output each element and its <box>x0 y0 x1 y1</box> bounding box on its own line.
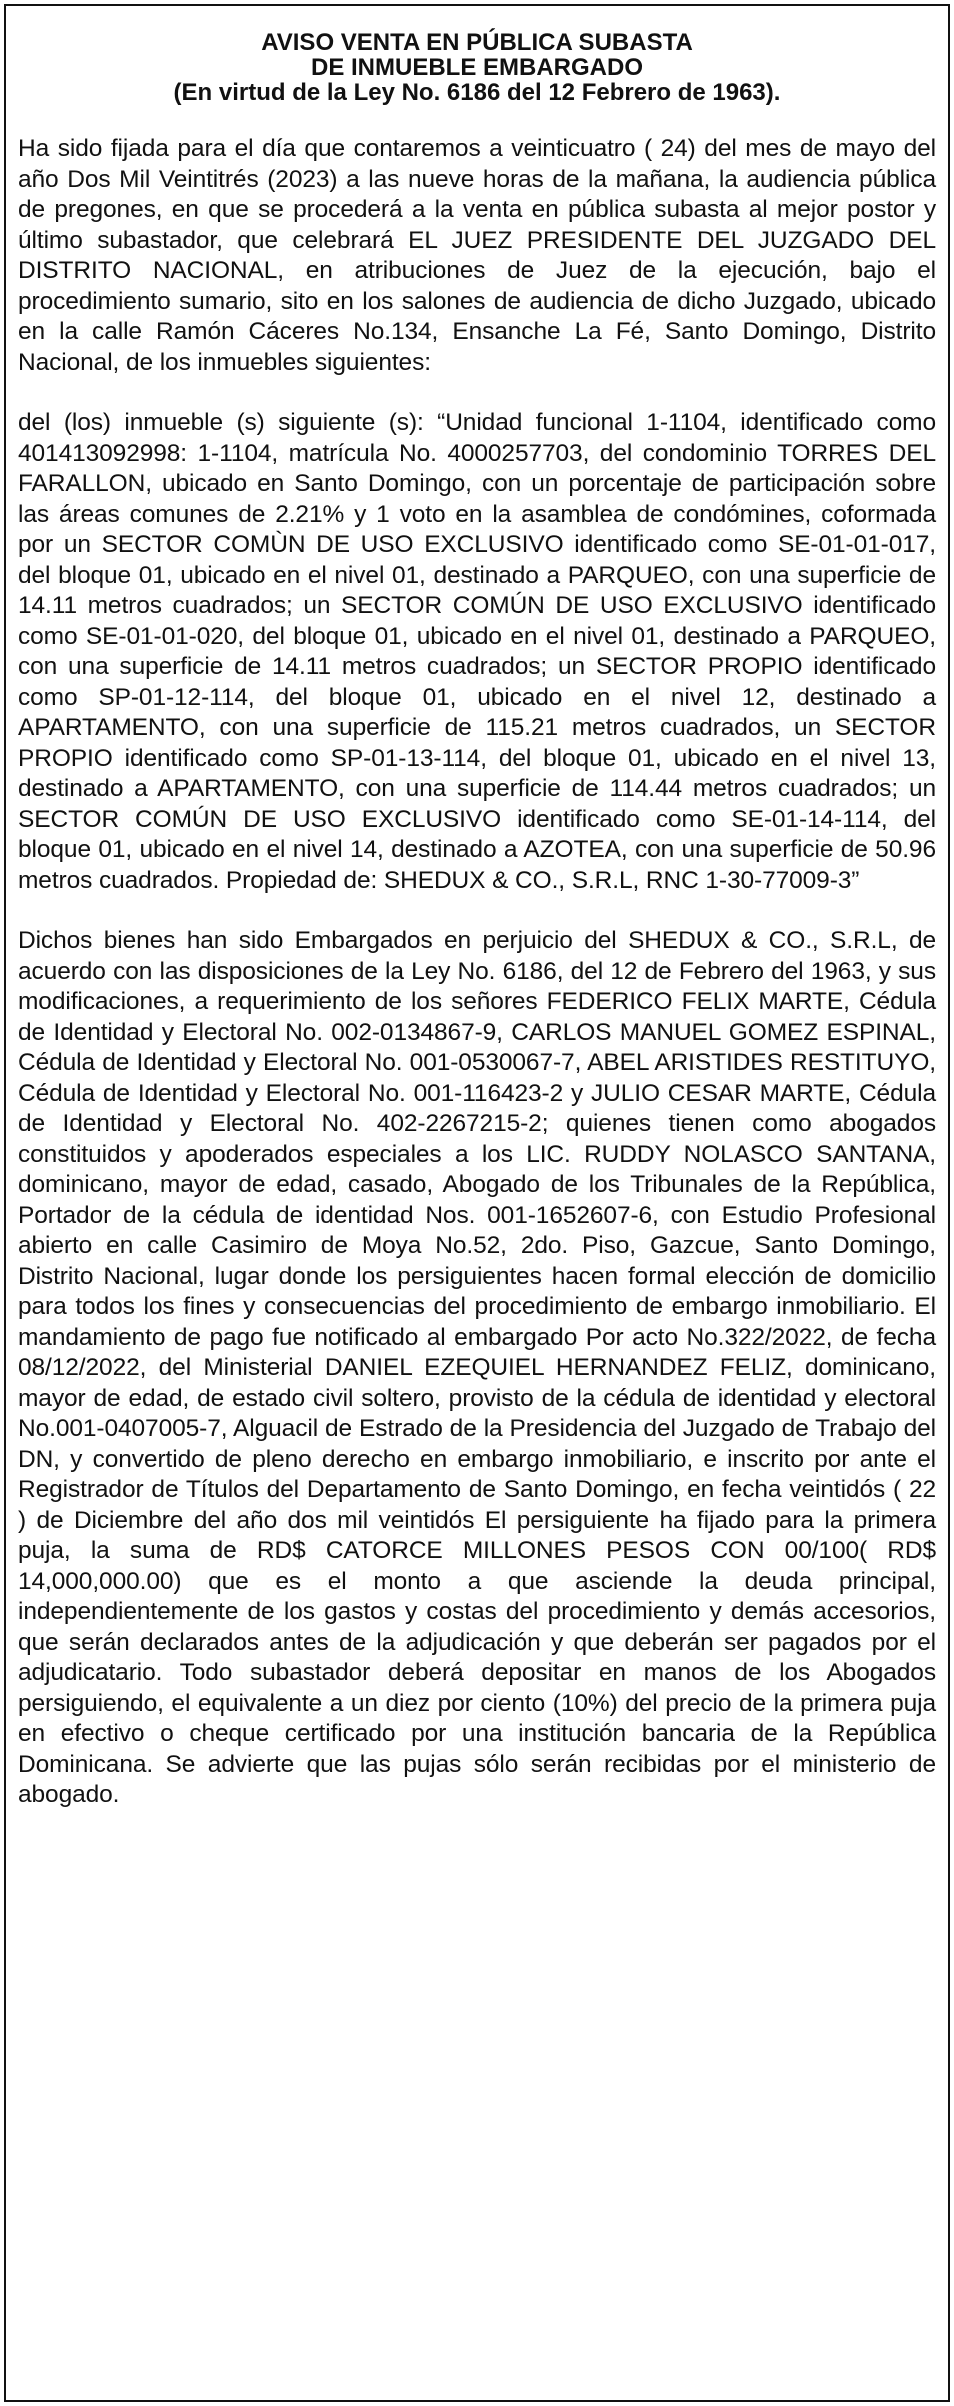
title-line-2: DE INMUEBLE EMBARGADO <box>310 54 643 81</box>
notice-body <box>18 30 936 1841</box>
notice-title <box>18 30 936 105</box>
title-line-1: AVISO VENTA EN PÚBLICA SUBASTA <box>261 29 693 56</box>
title-line-3: (En virtud de la Ley No. 6186 del 12 Febrero de 1963). <box>173 79 781 106</box>
paragraph-property-description: del (los) inmueble (s) siguiente (s): “Unidad funcional 1-1104, identificado como 401413092998: 1-1104, matrícula No. 4000257703, del condominio TORRES DEL FARALLON, ubicado en Santo Domingo, con un porcentaje de participación sobre las áreas comunes de 2.21% y 1 voto en la asamblea de condómines, coformada por un SECTOR COMÙN DE USO EXCLUSIVO identificado como SE-01-01-017, del bloque 01, ubicado en el nivel 01, destinado a PARQUEO, con una superficie de 14.11 metros cuadrados; un SECTOR COMÚN DE USO EXCLUSIVO identificado como SE-01-01-020, del bloque 01, ubicado en el nivel 01, destinado a PARQUEO, con una superficie de 14.11 metros cuadrados; un SECTOR PROPIO identificado como SP-01-12-114, del bloque 01, ubicado en el nivel 12, destinado a APARTAMENTO, con una superficie de 115.21 metros cuadrados, un SECTOR PROPIO identificado como SP-01-13-114, del bloque 01, ubicado en el nivel 13, destinado a APARTAMENTO, con una superficie de 114.44 metros cuadrados; un SECTOR COMÚN DE USO EXCLUSIVO identificado como SE-01-14-114, del bloque 01, ubicado en el nivel 14, destinado a AZOTEA, con una superficie de 50.96 metros cuadrados. Propiedad de: SHEDUX & CO., S.R.L, RNC 1-30-77009-3” <box>18 409 936 894</box>
paragraph-auction-date: Ha sido fijada para el día que contaremos a veinticuatro ( 24) del mes de mayo del año Dos Mil Veintitrés (2023) a las nueve horas de la mañana, la audiencia pública de pregones, en que se procederá a la venta en pública subasta al mejor postor y último subastador, que celebrará EL JUEZ PRESIDENTE DEL JUZGADO DEL DISTRITO NACIONAL, en atribuciones de Juez de la ejecución, bajo el procedimiento sumario, sito en los salones de audiencia de dicho Juzgado, ubicado en la calle Ramón Cáceres No.134, Ensanche La Fé, Santo Domingo, Distrito Nacional, de los inmuebles siguientes: <box>18 135 936 376</box>
paragraph-seizure-details: Dichos bienes han sido Embargados en perjuicio del SHEDUX & CO., S.R.L, de acuerdo con las disposiciones de la Ley No. 6186, del 12 de Febrero del 1963, y sus modificaciones, a requerimiento de los señores FEDERICO FELIX MARTE, Cédula de Identidad y Electoral No. 002-0134867-9, CARLOS MANUEL GOMEZ ESPINAL, Cédula de Identidad y Electoral No. 001-0530067-7, ABEL ARISTIDES RESTITUYO, Cédula de Identidad y Electoral No. 001-116423-2 y JULIO CESAR MARTE, Cédula de Identidad y Electoral No. 402-2267215-2; quienes tienen como abogados constituidos y apoderados especiales a los LIC. RUDDY NOLASCO SANTANA, dominicano, mayor de edad, casado, Abogado de los Tribunales de la República, Portador de la cédula de identidad Nos. 001-1652607-6, con Estudio Profesional abierto en calle Casimiro de Moya No.52, 2do. Piso, Gazcue, Santo Domingo, Distrito Nacional, lugar donde los persiguientes hacen formal elección de domicilio para todos los fines y consecuencias del procedimiento de embargo inmobiliario. El mandamiento de pago fue notificado al embargado Por acto No.322/2022, de fecha 08/12/2022, del Ministerial DANIEL EZEQUIEL HERNANDEZ FELIZ, dominicano, mayor de edad, de estado civil soltero, provisto de la cédula de identidad y electoral No.001-0407005-7, Alguacil de Estrado de la Presidencia del Juzgado de Trabajo del DN, y convertido de pleno derecho en embargo inmobiliario, e inscrito por ante el Registrador de Títulos del Departamento de Santo Domingo, en fecha veintidós ( 22 ) de Diciembre del año dos mil veintidós El persiguiente ha fijado para la primera puja, la suma de RD$ CATORCE MILLONES PESOS CON 00/100( RD$ 14,000,000.00) que es el monto a que asciende la deuda principal, independientemente de los gastos y costas del procedimiento y demás accesorios, que serán declarados antes de la adjudicación y que deberán ser pagados por el adjudicatario. Todo subastador deberá depositar en manos de los Abogados persiguiendo, el equivalente a un diez por ciento (10%) del precio de la primera puja en efectivo o cheque certificado por una institución bancaria de la República Dominicana. Se advierte que las pujas sólo serán recibidas por el ministerio de abogado. <box>18 927 936 1808</box>
